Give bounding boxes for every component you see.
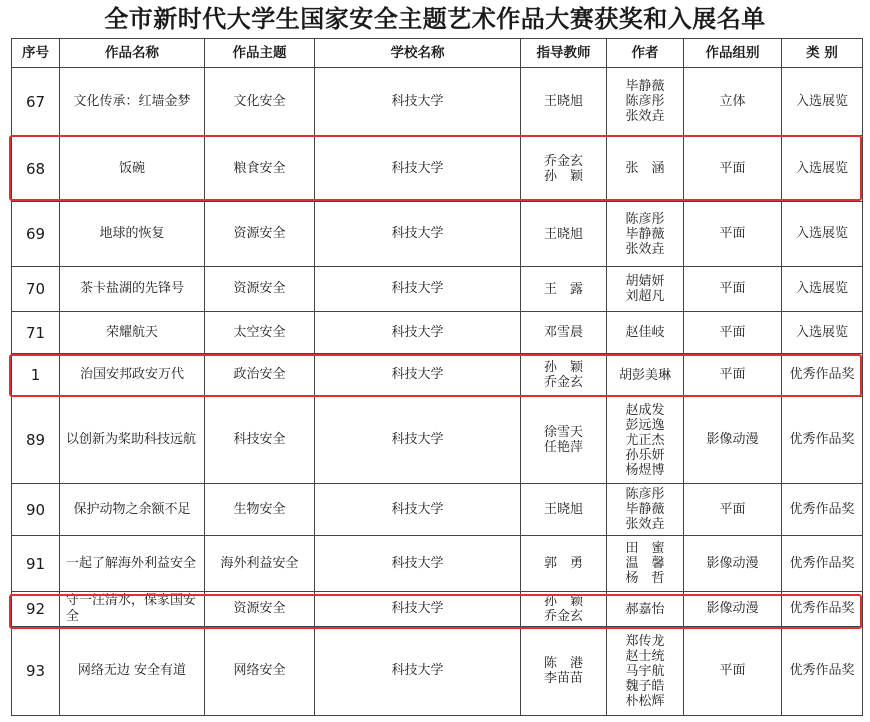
cell-school: 科技大学	[315, 68, 521, 136]
author-name: 赵成发	[625, 402, 665, 418]
author-name: 胡彭美琳	[618, 367, 671, 383]
cell-no: 93	[12, 627, 60, 716]
cell-work: 茶卡盐湖的先锋号	[60, 267, 205, 312]
cell-group: 平面	[684, 354, 782, 397]
author-name: 朴松辉	[625, 693, 665, 709]
teacher-name: 王晓旭	[543, 502, 583, 517]
cell-theme: 粮食安全	[205, 136, 315, 202]
teacher-name: 王 露	[543, 281, 583, 297]
author-name: 陈彦彤	[625, 211, 665, 227]
cell-no: 68	[12, 136, 60, 202]
cell-work: 饭碗	[60, 136, 205, 202]
cell-authors	[607, 627, 684, 716]
teacher-name: 乔金玄	[543, 153, 583, 169]
cell-work: 一起了解海外利益安全	[60, 536, 205, 592]
cell-category: 优秀作品奖	[782, 592, 863, 627]
cell-authors	[607, 202, 684, 267]
cell-theme: 资源安全	[205, 592, 315, 627]
cell-category: 入选展览	[782, 202, 863, 267]
cell-no: 89	[12, 397, 60, 484]
cell-authors	[607, 312, 684, 354]
cell-work: 保护动物之余额不足	[60, 484, 205, 536]
cell-teacher	[521, 536, 607, 592]
cell-teacher	[521, 627, 607, 716]
author-name: 魏子皓	[625, 678, 665, 694]
cell-school: 科技大学	[315, 136, 521, 202]
teacher-name: 陈 港	[543, 656, 583, 671]
cell-group: 平面	[684, 136, 782, 202]
cell-school: 科技大学	[315, 627, 521, 716]
cell-authors	[607, 68, 684, 136]
author-name: 杨煜博	[625, 462, 665, 478]
table-row	[12, 68, 863, 136]
author-name: 毕静薇	[625, 226, 665, 242]
teacher-name: 王晓旭	[543, 226, 583, 242]
cell-authors	[607, 136, 684, 202]
table-row	[12, 136, 863, 202]
author-name: 张 涵	[625, 161, 665, 176]
cell-category: 入选展览	[782, 68, 863, 136]
header-school: 学校名称	[315, 39, 521, 68]
author-name: 张效垚	[625, 517, 665, 532]
cell-group: 平面	[684, 312, 782, 354]
cell-category: 优秀作品奖	[782, 536, 863, 592]
teacher-name: 乔金玄	[543, 375, 583, 390]
cell-category: 优秀作品奖	[782, 397, 863, 484]
page-title: 全市新时代大学生国家安全主题艺术作品大赛获奖和入展名单	[104, 4, 766, 33]
author-name: 陈彦彤	[625, 487, 665, 502]
cell-authors	[607, 536, 684, 592]
cell-school: 科技大学	[315, 397, 521, 484]
cell-work: 荣耀航天	[60, 312, 205, 354]
cell-teacher	[521, 484, 607, 536]
author-name: 彭远逸	[625, 417, 665, 433]
cell-no: 70	[12, 267, 60, 312]
cell-theme: 网络安全	[205, 627, 315, 716]
cell-no: 67	[12, 68, 60, 136]
table-header-row	[12, 39, 863, 68]
cell-category: 优秀作品奖	[782, 354, 863, 397]
author-name: 刘超凡	[625, 289, 665, 304]
cell-authors	[607, 267, 684, 312]
table-row	[12, 202, 863, 267]
header-work: 作品名称	[60, 39, 205, 68]
cell-school: 科技大学	[315, 354, 521, 397]
cell-theme: 太空安全	[205, 312, 315, 354]
cell-category: 优秀作品奖	[782, 484, 863, 536]
cell-theme: 资源安全	[205, 267, 315, 312]
cell-theme: 海外利益安全	[205, 536, 315, 592]
cell-teacher	[521, 68, 607, 136]
teacher-name: 乔金玄	[543, 609, 583, 624]
teacher-name: 郭 勇	[543, 556, 583, 571]
cell-work: 网络无边 安全有道	[60, 627, 205, 716]
cell-no: 71	[12, 312, 60, 354]
header-no: 序号	[12, 39, 60, 68]
cell-category: 入选展览	[782, 136, 863, 202]
table-row	[12, 536, 863, 592]
teacher-name: 王晓旭	[543, 94, 583, 109]
table-row	[12, 484, 863, 536]
cell-category: 优秀作品奖	[782, 627, 863, 716]
author-name: 赵士统	[625, 648, 665, 664]
cell-no: 90	[12, 484, 60, 536]
cell-theme: 政治安全	[205, 354, 315, 397]
author-name: 毕静薇	[625, 79, 665, 94]
cell-teacher	[521, 136, 607, 202]
header-teacher: 指导教师	[521, 39, 607, 68]
cell-teacher	[521, 354, 607, 397]
author-name: 马宇航	[625, 663, 665, 679]
cell-category: 入选展览	[782, 312, 863, 354]
table-row	[12, 592, 863, 627]
cell-no: 92	[12, 592, 60, 627]
teacher-name: 孙 颖	[543, 594, 583, 609]
author-name: 张效垚	[625, 241, 665, 257]
author-name: 田 蜜	[625, 541, 665, 556]
cell-school: 科技大学	[315, 267, 521, 312]
cell-group: 立体	[684, 68, 782, 136]
cell-group: 影像动漫	[684, 592, 782, 627]
header-theme: 作品主题	[205, 39, 315, 68]
cell-teacher	[521, 202, 607, 267]
header-author: 作者	[607, 39, 684, 68]
teacher-name: 李苗苗	[543, 671, 583, 686]
cell-school: 科技大学	[315, 202, 521, 267]
author-name: 温 馨	[625, 556, 665, 571]
table-row	[12, 397, 863, 484]
cell-work: 文化传承：红墙金梦	[60, 68, 205, 136]
cell-theme: 资源安全	[205, 202, 315, 267]
table-row	[12, 312, 863, 354]
award-table	[11, 38, 863, 716]
cell-authors	[607, 354, 684, 397]
cell-authors	[607, 397, 684, 484]
author-name: 孙乐妍	[625, 447, 665, 463]
teacher-name: 邓雪晨	[543, 325, 583, 340]
author-name: 赵佳岐	[625, 325, 665, 340]
cell-work: 守一汪清水，保家国安全	[60, 592, 205, 627]
cell-work: 治国安邦政安万代	[60, 354, 205, 397]
cell-school: 科技大学	[315, 312, 521, 354]
author-name: 毕静薇	[625, 502, 665, 517]
cell-work: 以创新为桨助科技远航	[60, 397, 205, 484]
cell-authors	[607, 484, 684, 536]
cell-teacher	[521, 267, 607, 312]
cell-no: 91	[12, 536, 60, 592]
cell-group: 平面	[684, 627, 782, 716]
cell-teacher	[521, 312, 607, 354]
cell-group: 平面	[684, 202, 782, 267]
table-row	[12, 267, 863, 312]
header-group: 作品组别	[684, 39, 782, 68]
teacher-name: 孙 颖	[543, 168, 583, 184]
author-name: 张效垚	[625, 109, 665, 124]
cell-no: 1	[12, 354, 60, 397]
cell-group: 平面	[684, 484, 782, 536]
table-row	[12, 354, 863, 397]
teacher-name: 徐雪天	[543, 425, 583, 440]
teacher-name: 任艳萍	[543, 440, 583, 455]
author-name: 郝嘉怡	[625, 601, 665, 617]
cell-group: 影像动漫	[684, 536, 782, 592]
cell-teacher	[521, 592, 607, 627]
cell-group: 平面	[684, 267, 782, 312]
teacher-name: 孙 颖	[543, 360, 583, 375]
cell-theme: 科技安全	[205, 397, 315, 484]
cell-group: 影像动漫	[684, 397, 782, 484]
author-name: 尤正杰	[625, 432, 665, 448]
table-row	[12, 627, 863, 716]
cell-work: 地球的恢复	[60, 202, 205, 267]
cell-teacher	[521, 397, 607, 484]
author-name: 陈彦彤	[625, 94, 665, 109]
cell-theme: 文化安全	[205, 68, 315, 136]
cell-category: 入选展览	[782, 267, 863, 312]
author-name: 郑传龙	[625, 633, 665, 649]
cell-no: 69	[12, 202, 60, 267]
author-name: 杨 哲	[625, 571, 665, 586]
cell-school: 科技大学	[315, 536, 521, 592]
author-name: 胡婧妍	[625, 274, 665, 289]
cell-school: 科技大学	[315, 592, 521, 627]
cell-authors	[607, 592, 684, 627]
header-category: 类 别	[782, 39, 863, 68]
cell-theme: 生物安全	[205, 484, 315, 536]
cell-school: 科技大学	[315, 484, 521, 536]
